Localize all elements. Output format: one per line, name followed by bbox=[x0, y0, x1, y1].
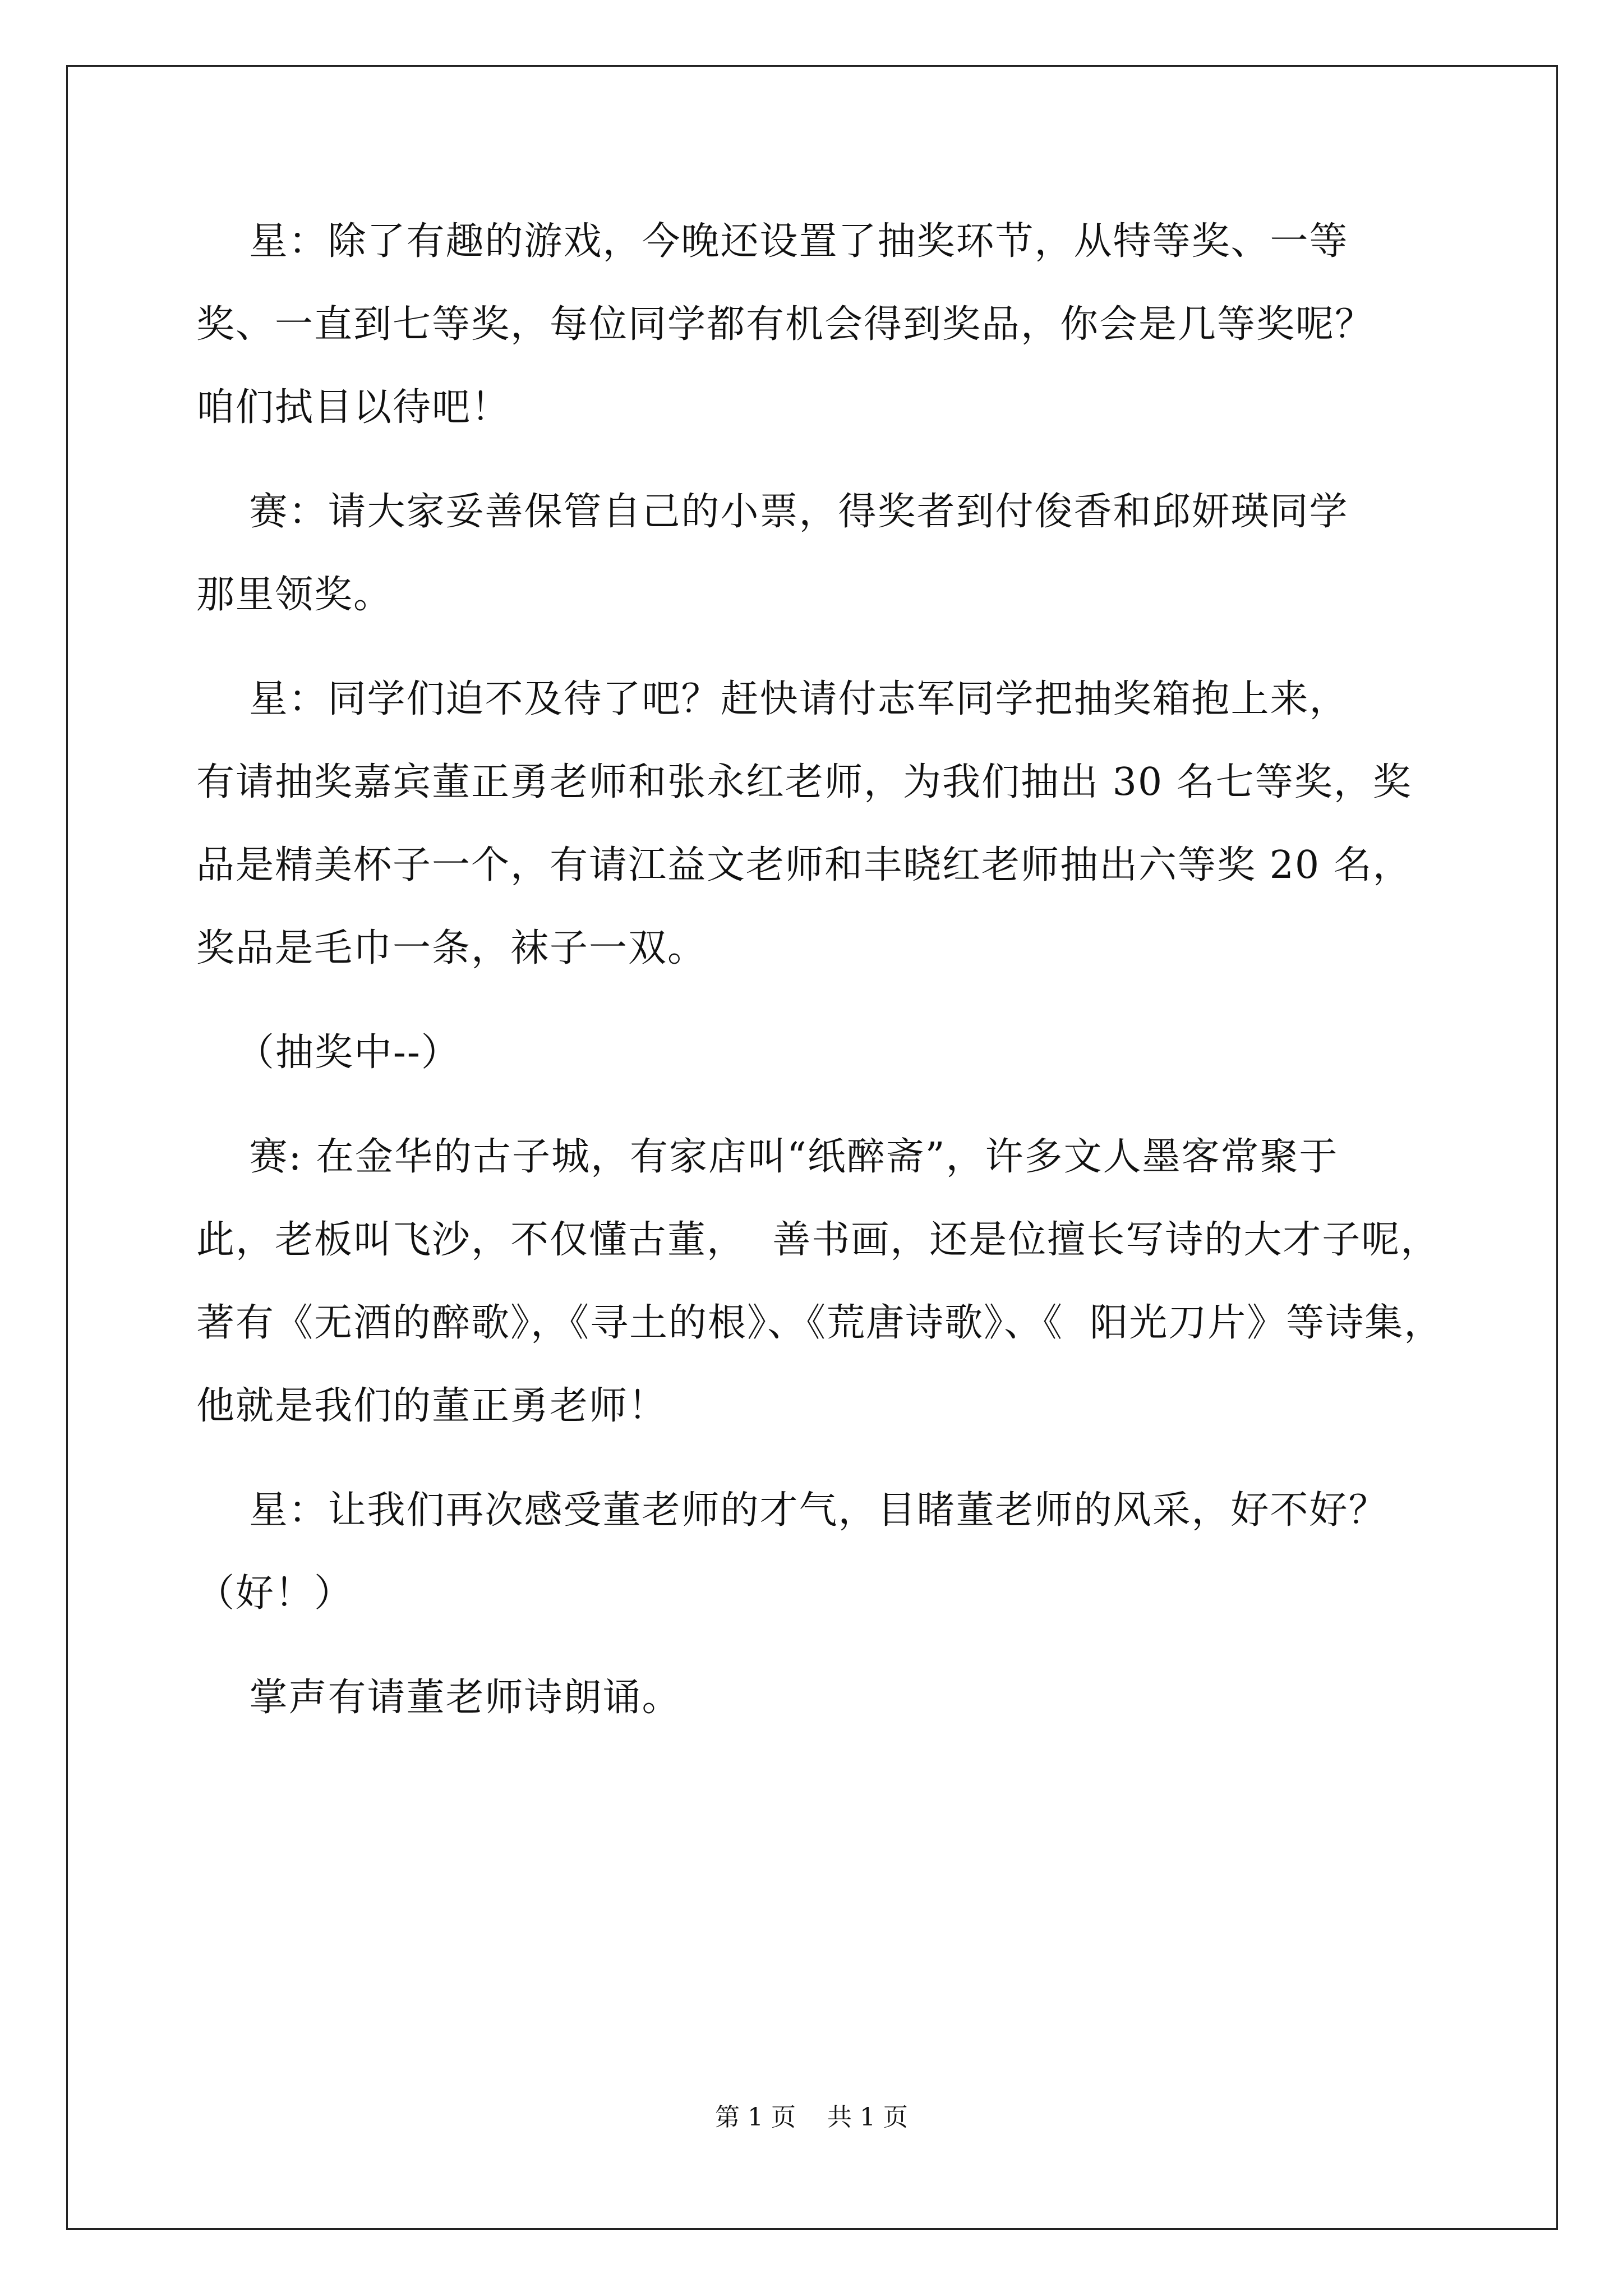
text-line: 星：同学们迫不及待了吧？赶快请付志军同学把抽奖箱抱上来， bbox=[196, 677, 1349, 721]
text-line: 那里领奖。 bbox=[196, 573, 393, 617]
text-line: 著有《无酒的醉歌》，《寻土的根》、《荒唐诗歌》、《 阳光刀片》等诗集， bbox=[196, 1301, 1444, 1345]
text-line: 奖、一直到七等奖，每位同学都有机会得到奖品，你会是几等奖呢？ bbox=[196, 302, 1375, 347]
text-line: 星：让我们再次感受董老师的才气，目睹董老师的风采，好不好？ bbox=[196, 1488, 1388, 1533]
text-line: 掌声有请董老师诗朗诵。 bbox=[196, 1676, 681, 1720]
text-line: 奖品是毛巾一条，袜子一双。 bbox=[196, 926, 707, 970]
text-line: 此，老板叫飞沙，不仅懂古董， 善书画，还是位擅长写诗的大才子呢， bbox=[196, 1218, 1440, 1262]
text-line: （抽奖中--） bbox=[196, 1030, 460, 1075]
text-line: 他就是我们的董正勇老师！ bbox=[196, 1384, 668, 1428]
text-line: （好！） bbox=[196, 1571, 354, 1616]
text-line: 星：除了有趣的游戏，今晚还设置了抽奖环节，从特等奖、一等 bbox=[196, 219, 1349, 264]
text-line: 赛: 在金华的古子城，有家店叫“纸醉斋”，许多文人墨客常聚于 bbox=[196, 1135, 1339, 1179]
text-line: 咱们拭目以待吧！ bbox=[196, 385, 511, 430]
text-line: 有请抽奖嘉宾董正勇老师和张永红老师，为我们抽出 30 名七等奖，奖 bbox=[196, 760, 1412, 804]
text-line: 品是精美杯子一个，有请江益文老师和丰晓红老师抽出六等奖 20 名， bbox=[196, 843, 1412, 887]
text-line: 赛：请大家妥善保管自己的小票，得奖者到付俊香和邱妍瑛同学 bbox=[196, 490, 1349, 534]
page-number-footer: 第 1 页 共 1 页 bbox=[715, 2103, 908, 2132]
